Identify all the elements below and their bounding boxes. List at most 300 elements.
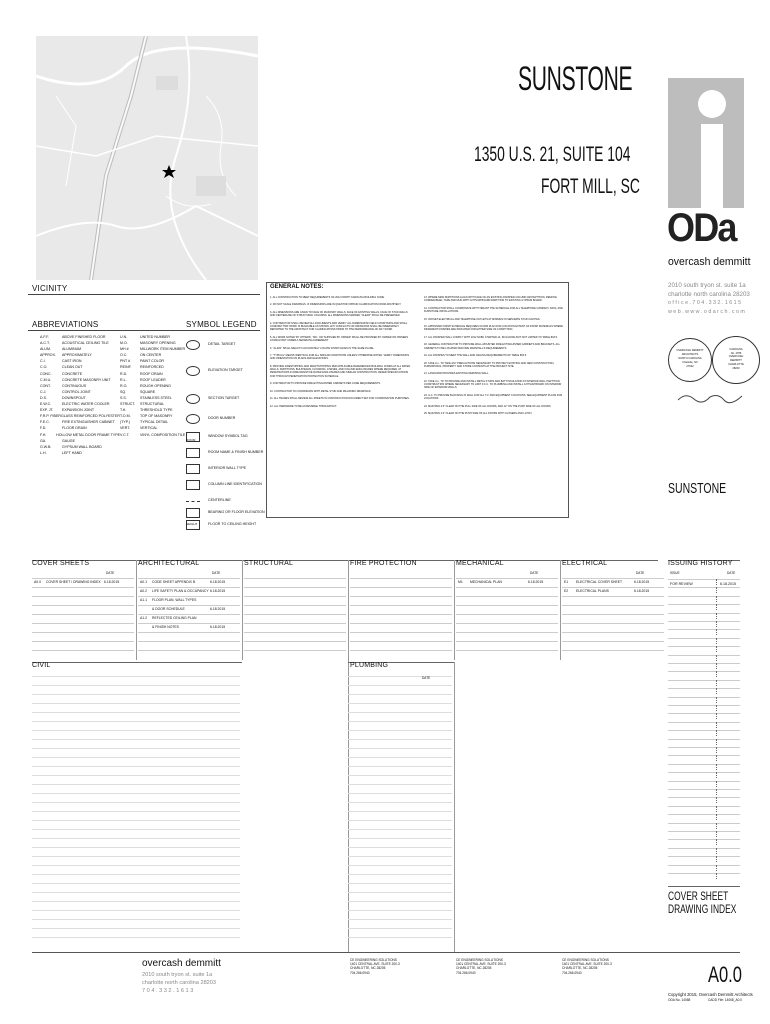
abbrev-meaning: TYPICAL DETAIL (140, 420, 169, 425)
general-notes-right (424, 296, 564, 420)
consultant-line: 704.266.0940 (562, 970, 582, 975)
abbrev-meaning: ROOF LEADER (140, 377, 166, 382)
sheet-code: A0.1 (140, 580, 147, 584)
signature (676, 390, 746, 404)
abbrev-meaning: CLEAN OUT (62, 365, 83, 370)
index-rule (32, 883, 240, 884)
seal-line: NORTH CAROLINA (678, 357, 702, 360)
sheet-date: 6.18.2015 (210, 580, 226, 584)
sheet-description: COVER SHEET / DRAWING INDEX (46, 580, 101, 584)
sheet-date: 6.18.2015 (210, 625, 226, 629)
issue-separator (716, 797, 717, 803)
abbrev-meaning: STRUCTURAL (140, 402, 165, 407)
seal-line: DEMMITT (730, 359, 742, 363)
firm-phone: o f f i c e . 7 0 4 . 3 3 2 . 1 6 1 5 (668, 300, 742, 306)
index-rule (348, 865, 452, 866)
issue-rule (668, 713, 740, 714)
index-rule (32, 739, 240, 740)
issue-separator (716, 873, 717, 879)
general-note: 10. CONTRACTOR TO COORDINATE WITH METAL STUD AND MILLWORK DRAWINGS. (270, 389, 372, 393)
symbol-item (184, 414, 268, 426)
issue-separator (716, 839, 717, 845)
firm-web: w e b . w w w . o d a r c h . c o m (668, 309, 745, 315)
legend-symbol-icon (186, 508, 200, 518)
index-rule (348, 703, 452, 704)
sheet-code: A1.2 (140, 616, 147, 620)
index-rule (348, 748, 452, 749)
index-rule (32, 632, 134, 633)
abbrev-meaning: APPROXIMATELY (62, 353, 92, 358)
index-rule (32, 614, 134, 615)
issue-rule (668, 705, 740, 706)
sheet-description: REFLECTED CEILING PLAN (152, 616, 197, 620)
sheet-description: CODE SHEET APPENDIX B (152, 580, 196, 584)
symbol-item (184, 366, 268, 378)
index-rule (32, 676, 240, 677)
consultant-line: CE ENGINEERING SOLUTIONS (562, 958, 609, 962)
index-rule (348, 676, 452, 677)
vicinity-map (36, 36, 258, 280)
index-rule (138, 596, 240, 597)
symbol-item (184, 340, 268, 352)
abbrev-meaning: FIRE EXTINGUISHER CABINET (62, 420, 115, 425)
abbrev-meaning: ON CENTER (140, 353, 162, 358)
sheet-description: & DOOR SCHEDULE (152, 607, 185, 611)
index-rule (562, 578, 664, 579)
abbrev-meaning: VINYL COMPOSITION TILE (140, 432, 186, 437)
index-rule (244, 596, 346, 597)
issue-separator (716, 579, 717, 585)
issue-label: ISSUE (670, 571, 680, 575)
abbrev-code: R.O. (120, 383, 128, 388)
registration-seal (712, 336, 760, 384)
abbrev-code: (TYP.) (120, 420, 130, 425)
issue-separator (716, 587, 717, 593)
issue-separator (716, 772, 717, 778)
plumbing-title: PLUMBING (350, 662, 389, 669)
mech-date-label: DATE (530, 571, 539, 575)
index-rule (32, 874, 240, 875)
project-name-side: SUNSTONE (668, 480, 727, 497)
issue-rule (668, 755, 740, 756)
abbrev-code: M.O. (120, 341, 128, 346)
abbrev-code: MH # (120, 347, 129, 352)
abbrev-meaning: SQUARE (140, 389, 156, 394)
sheet-title-line: DRAWING INDEX (668, 902, 737, 916)
index-rule (244, 623, 346, 624)
symbol-label: FLOOR TO CEILING HEIGHT (208, 522, 257, 526)
sheet-code: A0.2 (140, 589, 147, 593)
abbrev-code: F.E.C. (40, 420, 50, 425)
index-rule (32, 703, 240, 704)
sheet-date: 6.18.2015 (634, 589, 650, 593)
index-rule (244, 614, 346, 615)
consultant-line: CE ENGINEERING SOLUTIONS (456, 958, 503, 962)
consultant-line: 1401 CENTRAL AVE. SUITE 200-3 (350, 962, 400, 967)
index-rule (348, 757, 452, 758)
index-rule (456, 650, 558, 651)
sheet-description: FLOOR PLAN, WALL TYPES (152, 598, 197, 602)
issue-separator (716, 764, 717, 770)
index-rule (348, 829, 452, 830)
index-rule (562, 596, 664, 597)
general-note: 16. APPROVED FINISH SCHEDULE REQUIRES FLOOR PLAN FOR LOCATION EXTENT OF FINISH MATERIALS WHERE DIFFERENT FINISHES ARE INDICATED FOR EITHER SIDE OF A PARTITION. (424, 325, 563, 332)
index-rule (244, 605, 346, 606)
issue-rule (668, 873, 740, 874)
project-address-line1: 1350 U.S. 21, SUITE 104 (474, 143, 631, 166)
project-address-line2: FORT MILL, SC (541, 175, 640, 198)
index-rule (348, 919, 452, 920)
issue-rule (668, 730, 740, 731)
issue-separator (716, 747, 717, 753)
consultant-line: CHARLOTTE, NC 28205 (350, 966, 386, 971)
issue-separator (716, 646, 717, 652)
index-rule (348, 775, 452, 776)
abbrev-code: S.S. (120, 395, 127, 400)
seal-line: CHARLOTTE (728, 362, 744, 366)
index-rule (456, 605, 558, 606)
consultant-line: CE ENGINEERING SOLUTIONS (350, 958, 397, 962)
general-note: 6. "ALIGN" SHALL MEAN TO ACCURATELY LOCATE FINISH FACES IN THE SAME PLANE. (270, 346, 375, 350)
index-rule (32, 910, 240, 911)
sheet-date: 6.18.2015 (210, 589, 226, 593)
index-rule (32, 775, 240, 776)
symbol-label: DOOR NUMBER (208, 416, 236, 420)
issue-rule (668, 789, 740, 790)
civil-title: CIVIL (32, 662, 51, 669)
index-rule (456, 578, 558, 579)
index-rule (32, 901, 240, 902)
vicinity-title: VICINITY (32, 284, 68, 293)
issue-rule (668, 697, 740, 698)
abbrev-code: C.J. (40, 389, 47, 394)
map-graphic (36, 36, 258, 280)
seal-line: 27022 (686, 365, 694, 368)
consultant-line: 1401 CENTRAL AVE. SUITE 200-3 (562, 962, 612, 967)
oda-logo-graphic (668, 78, 744, 208)
abbrev-meaning: MILLWORK ITEM NUMBER (140, 347, 186, 352)
index-rule (350, 587, 452, 588)
symbol-label: CENTERLINE (208, 498, 231, 502)
index-rule (32, 757, 240, 758)
index-rule (32, 811, 240, 812)
issue-rule (668, 621, 740, 622)
issue-rule (668, 638, 740, 639)
sheet-description: LIFE SAFETY PLAN & OCCUPANCY (152, 589, 209, 593)
index-rule (138, 578, 240, 579)
symbol-label: SECTION TARGET (208, 396, 240, 400)
index-rule (562, 587, 664, 588)
issue-rule (668, 814, 740, 815)
symbol-item (184, 432, 268, 444)
issue-rule (668, 587, 740, 588)
index-rule (456, 614, 558, 615)
symbol-item (184, 448, 268, 460)
index-rule (348, 937, 452, 938)
firm-address-1: 2010 south tryon st. suite 1a (668, 282, 746, 289)
sheet-code: A1.1 (140, 598, 147, 602)
abbrev-row (120, 432, 190, 438)
index-rule (348, 838, 452, 839)
structural-title: STRUCTURAL (244, 560, 294, 567)
general-note: 25. MAINTAIN 4.0" CLEAR ON THE PUSH SIDE OF ALL DOORS WITH CLOSERS AND LATCH. (424, 412, 533, 416)
seal-line: OVERCASH DEMMITT ARCHITECTS (676, 349, 704, 356)
index-rule (32, 605, 134, 606)
index-rule (244, 578, 346, 579)
abbrev-meaning: MASONRY OPENING (140, 341, 176, 346)
abbrev-code: R.L. (120, 377, 127, 382)
symbol-label: WINDOW SYMBOL TAG (208, 434, 248, 438)
sheet-date: 6.18.2015 (634, 580, 650, 584)
abbrev-code: C.M.U. (40, 377, 52, 382)
index-rule (456, 596, 558, 597)
general-notes-left (270, 296, 412, 412)
index-rule (32, 748, 240, 749)
abbrev-code: ALUM. (40, 347, 51, 352)
index-rule (138, 650, 240, 651)
col-sep (454, 662, 455, 952)
index-rule (350, 605, 452, 606)
issue-separator (716, 831, 717, 837)
general-note: 14. CONTRACTOR SHALL COORDINATE WITH TENANT THE SCHEDULE FOR ALL TELEPHONE COMPANY, DATA, AND FURNITURE INSTALLATIONS. (424, 306, 563, 314)
index-rule (348, 811, 452, 812)
issue-rule (668, 806, 740, 807)
index-rule (348, 820, 452, 821)
consultant-line: 704.266.0940 (350, 970, 370, 975)
abbrev-code: L.H. (40, 450, 47, 455)
general-note: 23. G.C. TO PROVIDE BLOCKING IN WALL FOR ALL T.V. AND EQUIPMENT LOCATIONS. SEE EQUIPMENT PLANS FOR LOCATIONS. (424, 393, 563, 401)
issue-rule (668, 680, 740, 681)
index-rule (350, 623, 452, 624)
abbrev-list-right (120, 334, 190, 438)
abbrev-meaning: CAST IRON (62, 359, 82, 364)
index-rule (350, 650, 452, 651)
index-rule (348, 892, 452, 893)
issue-separator (716, 856, 717, 862)
abbrev-code: G.W.B. (40, 444, 52, 449)
project-name: SUNSTONE (518, 60, 633, 98)
issue-separator (716, 688, 717, 694)
index-rule (32, 694, 240, 695)
index-rule (32, 641, 134, 642)
abbrev-meaning: PAINT COLOR (140, 359, 165, 364)
index-rule (32, 685, 240, 686)
symbol-label: DETAIL TARGET (208, 342, 236, 346)
general-note: 5. ALL WORK NOTED 'BY OTHERS', 'NIC', OR 'SUPPLIED BY OWNER' SHALL BE PROVIDED BY OWNER OR OWNERS CONSULTANT UNDER A SEPARATE AGREEMENT. (270, 335, 408, 343)
abbrev-code: CONT. (40, 383, 51, 388)
abbrev-code: SQ. (120, 389, 127, 394)
cover-date-label: DATE (106, 571, 115, 575)
issue-rule (668, 831, 740, 832)
general-note: 1. ALL CONSTRUCTION TO MEET REQUIREMENTS OF 2012 NORTH CAROLINA BUILDING CODE. (270, 296, 385, 299)
issue-separator (716, 671, 717, 677)
issue-separator (716, 604, 717, 610)
index-rule (32, 802, 240, 803)
index-rule (244, 587, 346, 588)
abbrev-code: PNT # (120, 359, 131, 364)
index-rule (348, 883, 452, 884)
general-note: 11. ALL TRADES SHALL REVIEW ALL SHEETS IN CONSTRUCTION DOCUMENT SET FOR COORDINATION PURPOSES. (270, 397, 410, 401)
issue-rule (668, 747, 740, 748)
issue-date-label: DATE (727, 571, 736, 575)
issue-rule (668, 772, 740, 773)
abbrev-meaning: CONCRETE (62, 371, 83, 376)
index-rule (562, 614, 664, 615)
abbrev-code: EXP. JT. (40, 408, 54, 413)
index-rule (32, 730, 240, 731)
abbrev-code: U.N. (120, 335, 128, 339)
index-rule (348, 856, 452, 857)
general-note: 21. LANDLORD PROVIDES EXISTING DEMISING WALL. (424, 372, 489, 376)
seal-line: 28203 (732, 366, 740, 370)
index-rule (32, 587, 134, 588)
abbrev-code: F.H. (40, 432, 47, 437)
index-rule (562, 623, 664, 624)
issue-rule (668, 688, 740, 689)
index-rule (348, 721, 452, 722)
general-note: 3. ALL DIMENSIONS ARE GIVEN TO FACE OF MASONRY WALLS, FACE OF EXISTING WALLS, FACE OF STUD WALLS AND CENTERLINE OF STRUCTURAL COLUMNS. ALL DIMENSIONS MARKED "CLEAR" SHALL BE PRESERVED. (270, 310, 408, 318)
issue-separator (716, 713, 717, 719)
symbol-label: ELEVATION TARGET (208, 368, 243, 372)
general-note: 24. MAINTAIN 4.0" CLEAR ON THE PULL SIDE OF ALL DOORS, AND 12" ON THE PUSH SIDE OF ALL DOORS. (424, 404, 552, 408)
general-note: 8. PROVIDE FIRESTOPPING AND DRAFTSTOPPING PER APPLICABLE REFERENCED BUILDING CODES AT ALL RATED WALLS, PARTITIONS, BULKHEADS, FLOORING, CHASES, AND COLUMN ENCLOSURES WHERE REQUIRED, AT PENETRATIONS IN FIRE RESISTIVE RATED ENCLOSURES AND SIMILAR CONSTRUCTION. REFER SPECIFICATIONS FOR THROUGH PENETRATION PROTECTION SCHEDULE. (270, 364, 411, 378)
issue-rule (668, 629, 740, 630)
index-rule (350, 578, 452, 579)
consultant-2 (456, 958, 506, 975)
sheet-date: 6.18.2015 (104, 580, 120, 584)
issue-separator (716, 596, 717, 602)
index-rule (32, 820, 240, 821)
index-rule (138, 587, 240, 588)
consultant-line: CHARLOTTE, NC 28205 (456, 966, 492, 971)
index-rule (32, 847, 240, 848)
abbrev-code: C.I. (40, 359, 46, 364)
legend-symbol-icon (186, 480, 200, 490)
cadd-number: CADD File: 14068_A0.0 (708, 998, 743, 1002)
index-rule (138, 623, 240, 624)
issue-separator (716, 629, 717, 635)
abbrev-meaning: GAUGE (62, 438, 75, 443)
general-note: 17. ALL FINISHED WALL COMPLY WITH 2012 NCBC CHAPTER 14, INCLUDING BUT NOT LIMITED TO TABLE 803.5. (424, 335, 558, 339)
symbol-label: INTERIOR WALL TYPE (208, 466, 247, 470)
abbrev-code: T.O.M. (120, 414, 131, 419)
issue-separator (716, 739, 717, 745)
issue-separator (716, 638, 717, 644)
cover-sheets-title: COVER SHEETS (32, 560, 90, 567)
civil-rule (32, 662, 242, 663)
index-rule (32, 721, 240, 722)
abbreviations-title: ABBREVIATIONS (32, 320, 99, 329)
index-rule (456, 641, 558, 642)
abbrev-meaning: CONTINUOUS (62, 383, 87, 388)
issue-rule (668, 848, 740, 849)
index-rule (348, 874, 452, 875)
general-note: 7. "TYPICAL" MEANS IDENTICAL FOR ALL SIMILAR CONDITIONS UNLESS OTHERWISE NOTED. VERIFY DIMENSIONS AND ORIENTATION ON PLANS AND ELEVATIONS. (270, 354, 410, 361)
symbol-item (184, 394, 268, 406)
abbrev-meaning: ABOVE FINISHED FLOOR (62, 335, 106, 339)
general-note: 12. ALL HARDWARE TO BE ACCESSIBLE THROUGHOUT. (270, 404, 337, 408)
sheet-code: A0.0 (34, 580, 41, 584)
issue-rule (668, 722, 740, 723)
index-rule (32, 596, 134, 597)
issue-separator (716, 823, 717, 829)
index-rule (348, 901, 452, 902)
issue-separator (716, 730, 717, 736)
firm-name: overcash demmitt (668, 256, 751, 268)
index-rule (32, 784, 240, 785)
symbol-label: COLUMN LINE IDENTIFICATION (208, 482, 262, 486)
abbrev-code: GA. (40, 438, 47, 443)
electrical-title: ELECTRICAL (562, 560, 608, 567)
general-note: 20. TAKE U.L. TO TAKE ANY PRECAUTIONS NECESSARY TO PROTECT EXISTING AND NEW CONSTRUCTION, FURNISHINGS, PROPERTY AND STORE CONTENTS AT THE PROJECT SITE. (424, 361, 555, 368)
issue-rule (668, 613, 740, 614)
index-rule (32, 892, 240, 893)
symbol-label: BEARING OR FLOOR ELEVATION (208, 510, 265, 514)
sheet-description: ELECTRICAL COVER SHEET (576, 580, 623, 584)
index-rule (348, 784, 452, 785)
index-rule (562, 641, 664, 642)
sheet-description: ELECTRICAL PLANS (576, 589, 609, 593)
general-note: 19. ALL FINISHES TO MEET THE WALL AND CEILING REQUIREMENTS OF TABLE 803.5. (424, 354, 527, 358)
abbrev-meaning: FLOOR DRAIN (62, 426, 87, 431)
consultant-1 (350, 958, 400, 975)
abbrev-meaning: HOLLOW METAL DOOR FRAME TYPE (56, 432, 120, 437)
issue-name: FOR REVIEW (670, 582, 693, 586)
issue-rule (668, 764, 740, 765)
consultant-line: 704.266.0940 (456, 970, 476, 975)
index-rule (350, 614, 452, 615)
abbrev-code: E.W.C. (40, 402, 52, 407)
abbrev-code: REINF. (120, 365, 132, 370)
abbrev-code: V.C.T. (120, 432, 130, 437)
index-rule (244, 650, 346, 651)
index-rule (32, 766, 240, 767)
abbrev-code: A.F.F. (40, 335, 49, 339)
issue-separator (716, 848, 717, 854)
issue-separator (716, 705, 717, 711)
index-rule (348, 730, 452, 731)
index-rule (32, 712, 240, 713)
abbrev-meaning: ELECTRIC WATER COOLER (62, 402, 110, 407)
issue-separator (716, 680, 717, 686)
index-rule (348, 712, 452, 713)
index-rule (562, 650, 664, 651)
index-rule (348, 685, 452, 686)
abbrev-code: F.D. (40, 426, 47, 431)
general-note: 4. CONTRACTOR SHALL REVIEW ALL DOCUMENTS AND VERIFY ALL DIMENSIONS/ FIELD CONDITIONS AND SHALL CONFIRM THAT WORK IS BUILDABLE AS SHOWN. ANY CONFLICTS OR OMISSIONS SHALL BE IMMEDIATELY REPORTED TO THE ARCHITECT FOR CLARIFICATIONS PRIOR TO THE PERFORMANCE OF ANY WORK. (270, 321, 408, 332)
abbrev-meaning: ACOUSTICAL CEILING TILE (62, 341, 109, 346)
vicinity-rule (28, 294, 260, 295)
index-rule (456, 632, 558, 633)
issue-separator (716, 613, 717, 619)
issue-rule (668, 781, 740, 782)
sheet-number: A0.0 (708, 962, 742, 987)
index-rule (350, 632, 452, 633)
abbrev-meaning: THRESHOLD TYPE (140, 408, 173, 413)
abbrev-meaning: ALUMINUM (62, 347, 82, 352)
sheet-date: 6.18.2015 (210, 607, 226, 611)
index-rule (138, 605, 240, 606)
abbrev-meaning: STAINLESS STEEL (140, 395, 172, 400)
symbol-legend (184, 334, 268, 526)
abbrev-code: R.D. (120, 371, 128, 376)
footer-firm-name: overcash demmitt (142, 958, 221, 969)
index-rule (32, 928, 240, 929)
consultant-3 (562, 958, 612, 975)
consultant-line: 1401 CENTRAL AVE. SUITE 200-3 (456, 962, 506, 967)
issuing-history-title: ISSUING HISTORY (668, 560, 733, 567)
sheet-description: & FINISH NOTES (152, 625, 179, 629)
